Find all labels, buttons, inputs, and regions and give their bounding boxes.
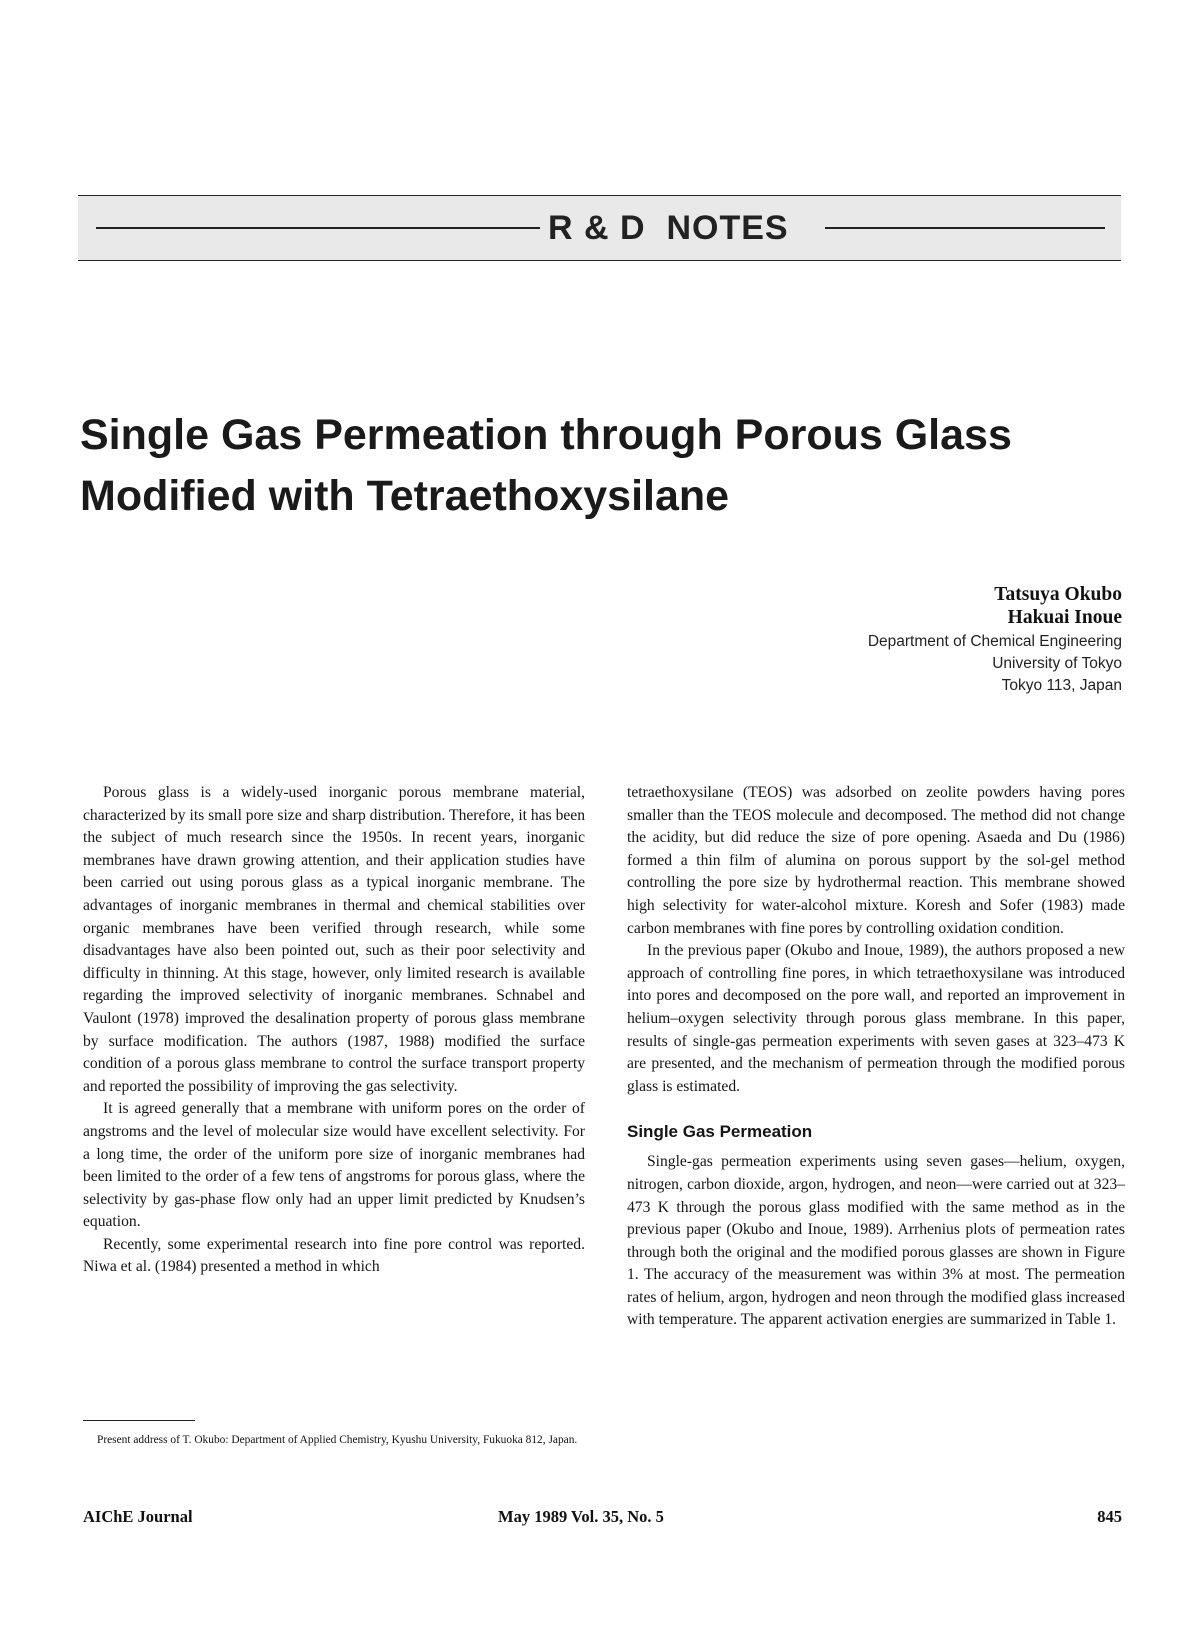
author-name: Hakuai Inoue bbox=[1007, 607, 1122, 628]
affiliation-line: University of Tokyo bbox=[992, 655, 1122, 672]
title-line: Modified with Tetraethoxysilane bbox=[80, 472, 730, 520]
footnote: Present address of T. Okubo: Department of Applied Chemistry, Kyushu University, Fukuoka 812, Japan. bbox=[97, 1434, 578, 1446]
footnote-divider bbox=[83, 1420, 195, 1421]
title-line: Single Gas Permeation through Porous Glass bbox=[80, 411, 1012, 459]
banner-rule-right bbox=[825, 227, 1105, 229]
author-block bbox=[702, 583, 1122, 697]
body-paragraph: Single-gas permeation experiments using seven gases—helium, oxygen, nitrogen, carbon dioxide, argon, hydrogen, and neon—were carried out at 323–473 K through the porous glass modified with the same method as in the previous paper (Okubo and Inoue, 1989). Arrhenius plots of permeation rates through both the original and the modified porous glasses are shown in Figure 1. The accuracy of the measurement was within 3% at most. The permeation rates of helium, argon, hydrogen and neon through the modified glass increased with temperature. The apparent activation energies are summarized in Table 1. bbox=[627, 1153, 1125, 1329]
section-heading: Single Gas Permeation bbox=[627, 1122, 813, 1142]
footer-issue: May 1989 Vol. 35, No. 5 bbox=[498, 1507, 664, 1526]
article-title bbox=[80, 405, 1140, 527]
affiliation-line: Tokyo 113, Japan bbox=[1001, 677, 1122, 694]
footer-journal: AIChE Journal bbox=[83, 1507, 193, 1526]
banner-rule-left bbox=[96, 227, 540, 229]
body-paragraph: tetraethoxysilane (TEOS) was adsorbed on zeolite powders having pores smaller than the TEOS molecule and decomposed. The method did not change the acidity, but did reduce the size of pore opening. Asaeda and Du (1986) formed a thin film of alumina on porous support by the sol-gel method controlling the pore size by hydrothermal reaction. This membrane showed high selectivity for water-alcohol mixture. Koresh and Sofer (1983) made carbon membranes with fine pores by controlling oxidation condition. bbox=[627, 784, 1125, 937]
body-paragraph: It is agreed generally that a membrane with uniform pores on the order of angstroms and the level of molecular size would have excellent selectivity. For a long time, the order of the uniform pore size of inorganic membranes had been limited to the order of a few tens of angstroms for porous glass, where the selectivity by gas-phase flow only had an upper limit predicted by Knudsen’s equation. bbox=[83, 1100, 585, 1231]
affiliation-line: Department of Chemical Engineering bbox=[867, 633, 1122, 650]
section-banner bbox=[78, 195, 1121, 261]
page-number: 845 bbox=[1097, 1507, 1122, 1526]
body-column-right bbox=[627, 782, 1125, 1332]
body-paragraph: Recently, some experimental research into fine pore control was reported. Niwa et al. (1984) presented a method in which bbox=[83, 1235, 585, 1276]
body-column-left bbox=[83, 782, 585, 1279]
banner-label: R & D NOTES bbox=[548, 209, 789, 247]
body-paragraph: Porous glass is a widely-used inorganic porous membrane material, characterized by its small pore size and sharp distribution. Therefore, it has been the subject of much research since the 1950s. In recent years, inorganic membranes have drawn growing attention, and their application studies have been carried out using porous glass as a typical inorganic membrane. The advantages of inorganic membranes in thermal and chemical stabilities over organic membranes have been verified through research, while some disadvantages have also been pointed out, such as their poor selectivity and difficulty in thinning. At this stage, however, only limited research is available regarding the improved selectivity of inorganic membranes. Schnabel and Vaulont (1978) improved the desalination property of porous glass membrane by surface modification. The authors (1987, 1988) modified the surface condition of a porous glass membrane to control the surface transport property and reported the possibility of improving the gas selectivity. bbox=[83, 784, 585, 1095]
body-paragraph: In the previous paper (Okubo and Inoue, 1989), the authors proposed a new approach of controlling fine pores, in which tetraethoxysilane was introduced into pores and decomposed on the pore wall, and reported an improvement in helium–oxygen selectivity through porous glass membrane. In this paper, results of single-gas permeation experiments with seven gases at 323–473 K are presented, and the mechanism of permeation through the modified porous glass is estimated. bbox=[627, 942, 1125, 1095]
author-name: Tatsuya Okubo bbox=[994, 584, 1122, 605]
